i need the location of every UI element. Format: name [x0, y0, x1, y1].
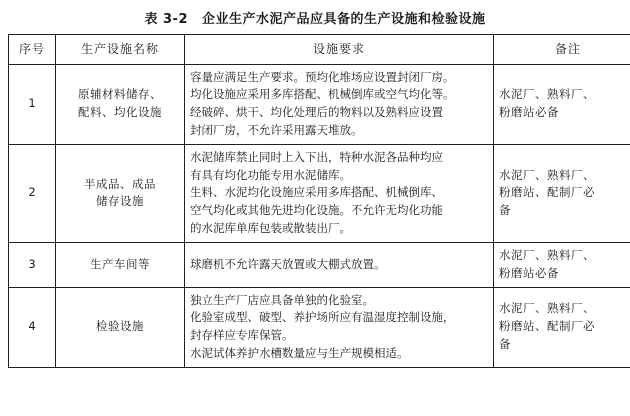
note-line: 备 [499, 337, 511, 352]
specification-table [8, 34, 630, 368]
requirement-line: 空气均化或其他先进均化设施。不允许无均化功能 [190, 203, 443, 218]
column-header-facility-name: 生产设施名称 [56, 35, 185, 65]
requirement-line: 的水泥库单库包装或散装出厂。 [190, 221, 351, 236]
requirement-line: 封存样应专库保管。 [190, 328, 294, 343]
row-facility-name [56, 287, 185, 367]
table-row [9, 144, 630, 242]
row-note [494, 242, 630, 287]
table-row [9, 242, 630, 287]
requirement-line: 经破碎、烘干、均化处理后的物料以及熟料应设置 [190, 105, 443, 120]
requirement-line: 均化设施应采用多库搭配、机械倒库或空气均化等。 [190, 87, 455, 102]
row-no: 2 [9, 144, 56, 242]
note-line: 水泥厂、熟料厂、 [499, 87, 595, 102]
note-line: 粉磨站、配制厂必 [499, 185, 595, 200]
row-requirement [185, 64, 494, 144]
requirement-line: 有具有均化功能专用水泥储库。 [190, 167, 351, 182]
row-requirement [185, 287, 494, 367]
row-requirement [185, 242, 494, 287]
note-line: 粉磨站、配制厂必 [499, 319, 595, 334]
table-body [9, 64, 630, 367]
requirement-line: 容量应满足生产要求。预均化堆场应设置封闭厂房。 [190, 69, 455, 84]
requirement-line: 水泥试体养护水槽数量应与生产规模相适。 [190, 345, 409, 360]
table-caption-title: 企业生产水泥产品应具备的生产设施和检验设施 [202, 12, 486, 27]
table-header [9, 35, 630, 65]
row-facility-name [56, 64, 185, 144]
facility-name-line: 检验设施 [96, 319, 144, 334]
requirement-line: 球磨机不允许露天放置或大棚式放置。 [190, 256, 386, 271]
note-line: 水泥厂、熟料厂、 [499, 167, 595, 182]
requirement-line: 化验室成型、破型、养护场所应有温湿度控制设施， [190, 310, 455, 325]
column-header-note: 备注 [494, 35, 630, 65]
row-no: 3 [9, 242, 56, 287]
row-requirement [185, 144, 494, 242]
requirement-line: 生料、水泥均化设施应采用多库搭配、机械倒库、 [190, 185, 443, 200]
table-caption [8, 8, 622, 27]
row-facility-name [56, 144, 185, 242]
table-caption-number: 表 3-2 [144, 12, 188, 27]
facility-name-line: 半成品、成品 [84, 176, 156, 191]
requirement-line: 独立生产厂店应具备单独的化验室。 [190, 292, 374, 307]
table-row [9, 64, 630, 144]
row-note [494, 287, 630, 367]
facility-name-line: 储存设施 [96, 194, 144, 209]
table-row [9, 287, 630, 367]
note-line: 备 [499, 203, 511, 218]
note-line: 粉磨站必备 [499, 105, 559, 120]
row-no: 4 [9, 287, 56, 367]
column-header-requirement: 设施要求 [185, 35, 494, 65]
row-no: 1 [9, 64, 56, 144]
note-line: 水泥厂、熟料厂、 [499, 247, 595, 262]
row-note [494, 64, 630, 144]
requirement-line: 水泥储库禁止同时上入下出，特种水泥各品种均应 [190, 149, 443, 164]
facility-name-line: 原辅材料储存、 [78, 87, 162, 102]
row-facility-name [56, 242, 185, 287]
column-header-no: 序号 [9, 35, 56, 65]
table-header-row [9, 35, 630, 65]
note-line: 水泥厂、熟料厂、 [499, 301, 595, 316]
facility-name-line: 生产车间等 [90, 256, 150, 271]
note-line: 粉磨站必备 [499, 265, 559, 280]
row-note [494, 144, 630, 242]
requirement-line: 封闭厂房，不允许采用露天堆放。 [190, 123, 363, 138]
facility-name-line: 配料、均化设施 [78, 105, 162, 120]
